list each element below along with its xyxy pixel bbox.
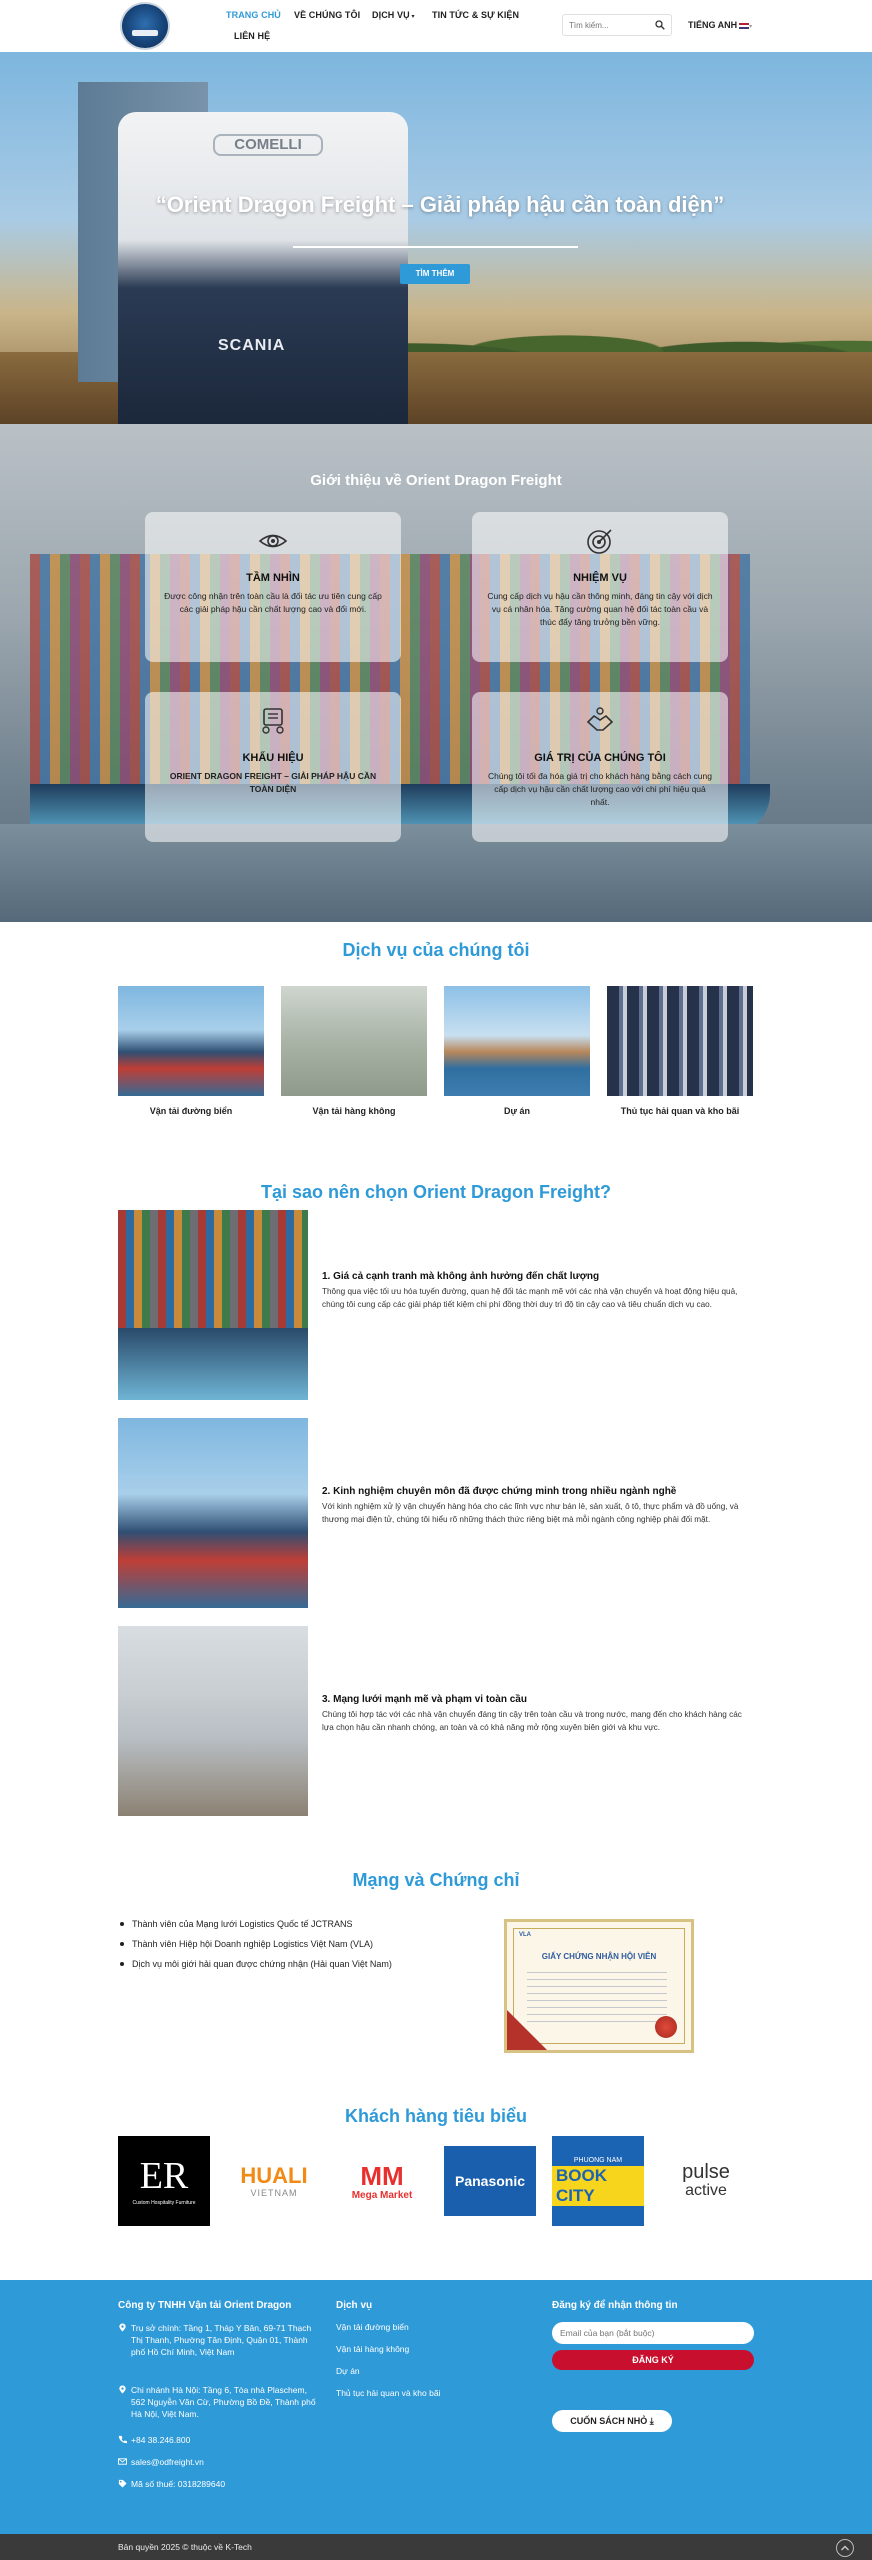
logo-mark: ER [139,2155,189,2197]
logo-mark: Panasonic [454,2173,526,2189]
search-box [562,14,672,36]
site-header [0,0,872,52]
back-to-top-button[interactable] [836,2539,854,2557]
certificate-corner [507,2010,547,2050]
handbook-label: CUỐN SÁCH NHỎ [570,2416,648,2426]
intro-title: Giới thiệu về Orient Dragon Freight [310,472,562,489]
download-icon: ⤓ [649,2416,654,2426]
network-title: Mạng và Chứng chỉ [352,1870,520,1890]
certificate-org: VLA [519,1932,531,1938]
footer-services-title: Dịch vụ [336,2300,373,2311]
search-icon[interactable] [655,20,665,30]
map-pin-icon [118,2323,127,2332]
membership-certificate[interactable] [504,1919,694,2053]
why-item-title: 3. Mạng lưới mạnh mẽ và phạm vi toàn cầu [322,1694,527,1705]
footer-link-customs[interactable]: Thủ tục hải quan và kho bãi [336,2388,441,2398]
client-logo-panasonic [444,2146,536,2216]
phone-icon [118,2435,127,2444]
handbook-button[interactable] [552,2410,672,2432]
service-label[interactable]: Vận tải hàng không [312,1106,396,1116]
service-project[interactable] [444,986,590,1116]
logo-sub: active [685,2182,727,2199]
address-text: Trụ sở chính: Tầng 1, Tháp Y Bân, 69-71 Thạch Thị Thanh, Phường Tân Định, Quận 01, Thành phố Hồ Chí Minh, Việt Nam [131,2323,312,2357]
card-text: Cung cấp dịch vụ hậu cần thông minh, đáng tin cậy với dịch vụ cá nhân hóa. Tăng cường quan hệ đối tác toàn cầu và thúc đẩy tăng trưởng bền vững. [487,591,713,627]
flag-icon [739,23,749,29]
copyright-bar [0,2534,872,2560]
client-logo-huali [228,2136,320,2226]
logo-sub: VIETNAM [250,2188,298,2198]
service-air[interactable] [281,986,427,1116]
list-item: Thành viên Hiệp hội Doanh nghiệp Logistics Việt Nam (VLA) [118,1934,478,1954]
logo-mark: PHUONG NAM [573,2156,623,2164]
hero-divider [293,246,578,248]
truck-make: SCANIA [218,337,286,354]
chevron-up-icon [837,2540,853,2556]
service-sea[interactable] [118,986,264,1116]
nav-services[interactable] [372,10,415,20]
footer-phone[interactable] [118,2434,318,2446]
footer-email[interactable] [118,2456,318,2468]
card-title: TẦM NHÌN [246,572,300,584]
service-label[interactable]: Thủ tục hải quan và kho bãi [620,1106,740,1116]
list-item: Dịch vụ môi giới hải quan được chứng nhận (Hải quan Việt Nam) [118,1954,478,1974]
footer-link-air[interactable]: Vận tải hàng không [336,2344,410,2354]
phone-text[interactable]: +84 38.246.800 [131,2435,191,2445]
company-logo[interactable] [120,2,170,50]
newsletter-title: Đăng ký để nhận thông tin [552,2300,678,2311]
footer-address-hn [118,2384,318,2420]
nav-about[interactable]: VỀ CHÚNG TÔI [294,10,361,20]
logo-mark: pulse [682,2161,730,2183]
map-pin-icon [118,2385,127,2394]
values-card [472,692,728,842]
learn-more-button[interactable]: TÌM THÊM [400,264,470,284]
why-item-text: Với kinh nghiệm xử lý vận chuyển hàng hóa cho các lĩnh vực như bán lẻ, sản xuất, ô tô, thực phẩm và đồ uống, và thương mại điện tử, chúng tôi hiểu rõ những thách thức riêng biệt mà mỗi ngành công nghiệp phải đối mặt. [322,1502,739,1524]
certificate-title: GIẤY CHỨNG NHẬN HỘI VIÊN [541,1952,657,1961]
language-switcher[interactable] [688,20,752,30]
target-icon [585,526,615,556]
footer-company-name: Công ty TNHH Vận tải Orient Dragon [118,2300,292,2311]
card-title: NHIỆM VỤ [573,572,627,584]
sea-water [0,824,872,922]
logo-mark: MM [360,2160,404,2191]
hero-banner [0,52,872,424]
mission-card [472,512,728,662]
why-item-text: Chúng tôi hợp tác với các nhà vận chuyển đáng tin cậy trên toàn cầu và trong nước, mang đến cho khách hàng các lựa chọn hậu cần nhanh chóng, an toàn và có khả năng mở rộng xuyên biên giới và khu vực. [322,1710,742,1732]
subscribe-button[interactable]: ĐĂNG KÝ [552,2350,754,2370]
nav-home[interactable]: TRANG CHỦ [226,10,281,20]
logo-mark: HUALI [240,2163,308,2188]
seal-icon [655,2016,677,2038]
mail-icon [118,2457,127,2466]
intro-section [0,424,872,922]
why-item-text: Thông qua việc tối ưu hóa tuyến đường, quan hệ đối tác mạnh mẽ với các nhà vận chuyển và hoạt động hiệu quả, chúng tôi cung cấp các giải pháp tiết kiệm chi phí đồng thời duy trì độ tin cậy cao và tiêu chuẩn dịch vụ cao. [322,1287,738,1309]
service-image[interactable] [444,986,590,1096]
service-image[interactable] [118,986,264,1096]
service-label[interactable]: Dự án [503,1106,531,1116]
why-item-title: 2. Kinh nghiệm chuyên môn đã được chứng minh trong nhiều ngành nghề [322,1486,677,1497]
card-text: Được công nhận trên toàn cầu là đối tác ưu tiên cung cấp các giải pháp hậu cần chất lượng cao và đổi mới. [164,591,382,614]
presentation-icon [258,706,288,736]
card-text: ORIENT DRAGON FREIGHT – GIẢI PHÁP HẬU CẦN TOÀN DIỆN [169,771,377,794]
address-text: Chi nhánh Hà Nội: Tầng 6, Tòa nhà Plaschem, 562 Nguyễn Văn Cừ, Phường Bồ Đề, Thành phố Hà Nội, Việt Nam. [131,2385,316,2419]
nav-news[interactable]: TIN TỨC & SỰ KIỆN [432,10,520,20]
truck-image [118,112,408,424]
tag-icon [118,2479,127,2488]
chevron-down-icon: ▾ [409,14,415,20]
vision-card [145,512,401,662]
why-image-1 [118,1210,308,1400]
service-image[interactable] [281,986,427,1096]
copyright-text: Bản quyền 2025 © thuộc về K-Tech [118,2542,252,2552]
why-image-2 [118,1418,308,1608]
card-title: KHẨU HIỆU [242,752,304,764]
network-list [118,1914,478,1974]
clients-title: Khách hàng tiêu biểu [344,2106,527,2126]
footer-tax [118,2478,318,2490]
service-image[interactable] [607,986,753,1096]
why-image-3 [118,1626,308,1816]
newsletter-email-input[interactable] [552,2322,754,2344]
list-item: Thành viên của Mạng lưới Logistics Quốc tế JCTRANS [118,1914,478,1934]
why-item-title: 1. Giá cả cạnh tranh mà không ảnh hưởng đến chất lượng [322,1271,600,1282]
services-title: Dịch vụ của chúng tôi [342,940,530,960]
logo-sub: BOOK CITY [552,2166,644,2206]
site-footer [0,2280,872,2534]
service-customs[interactable] [607,986,753,1116]
service-label[interactable]: Vận tải đường biển [149,1106,233,1116]
footer-address-hcm [118,2322,318,2358]
handshake-icon [585,706,615,736]
client-logo-mega-market [336,2136,428,2226]
nav-services-label: DỊCH VỤ [372,10,410,20]
card-title: GIÁ TRỊ CỦA CHÚNG TÔI [534,752,666,764]
hero-title: “Orient Dragon Freight – Giải pháp hậu cần toàn diện” [155,192,725,217]
nav-contact[interactable]: LIÊN HỆ [234,31,271,41]
truck-brand: COMELLI [213,134,323,156]
client-logo-pulse-active [660,2136,752,2226]
slogan-card [145,692,401,842]
tax-text: Mã số thuế: 0318289640 [131,2479,226,2489]
language-label: TIẾNG ANH [688,20,738,30]
why-title: Tại sao nên chọn Orient Dragon Freight? [260,1182,612,1202]
logo-sub: Mega Market [351,2189,413,2201]
card-text: Chúng tôi tối đa hóa giá trị cho khách hàng bằng cách cung cấp dịch vụ hậu cần chất lượng cao với chi phí hiệu quả nhất. [488,771,712,807]
client-logo-book-city [552,2136,644,2226]
email-text[interactable]: sales@odfreight.vn [131,2457,204,2467]
eye-icon [258,526,288,556]
client-logo-er [118,2136,210,2226]
footer-link-sea[interactable]: Vận tải đường biển [336,2322,409,2332]
logo-sub: Custom Hospitality Furniture [132,2200,196,2206]
chevron-down-icon: ▾ [749,24,753,30]
search-input[interactable] [569,18,649,32]
certificate-text [527,1972,667,2022]
footer-link-project[interactable]: Dự án [336,2366,360,2376]
